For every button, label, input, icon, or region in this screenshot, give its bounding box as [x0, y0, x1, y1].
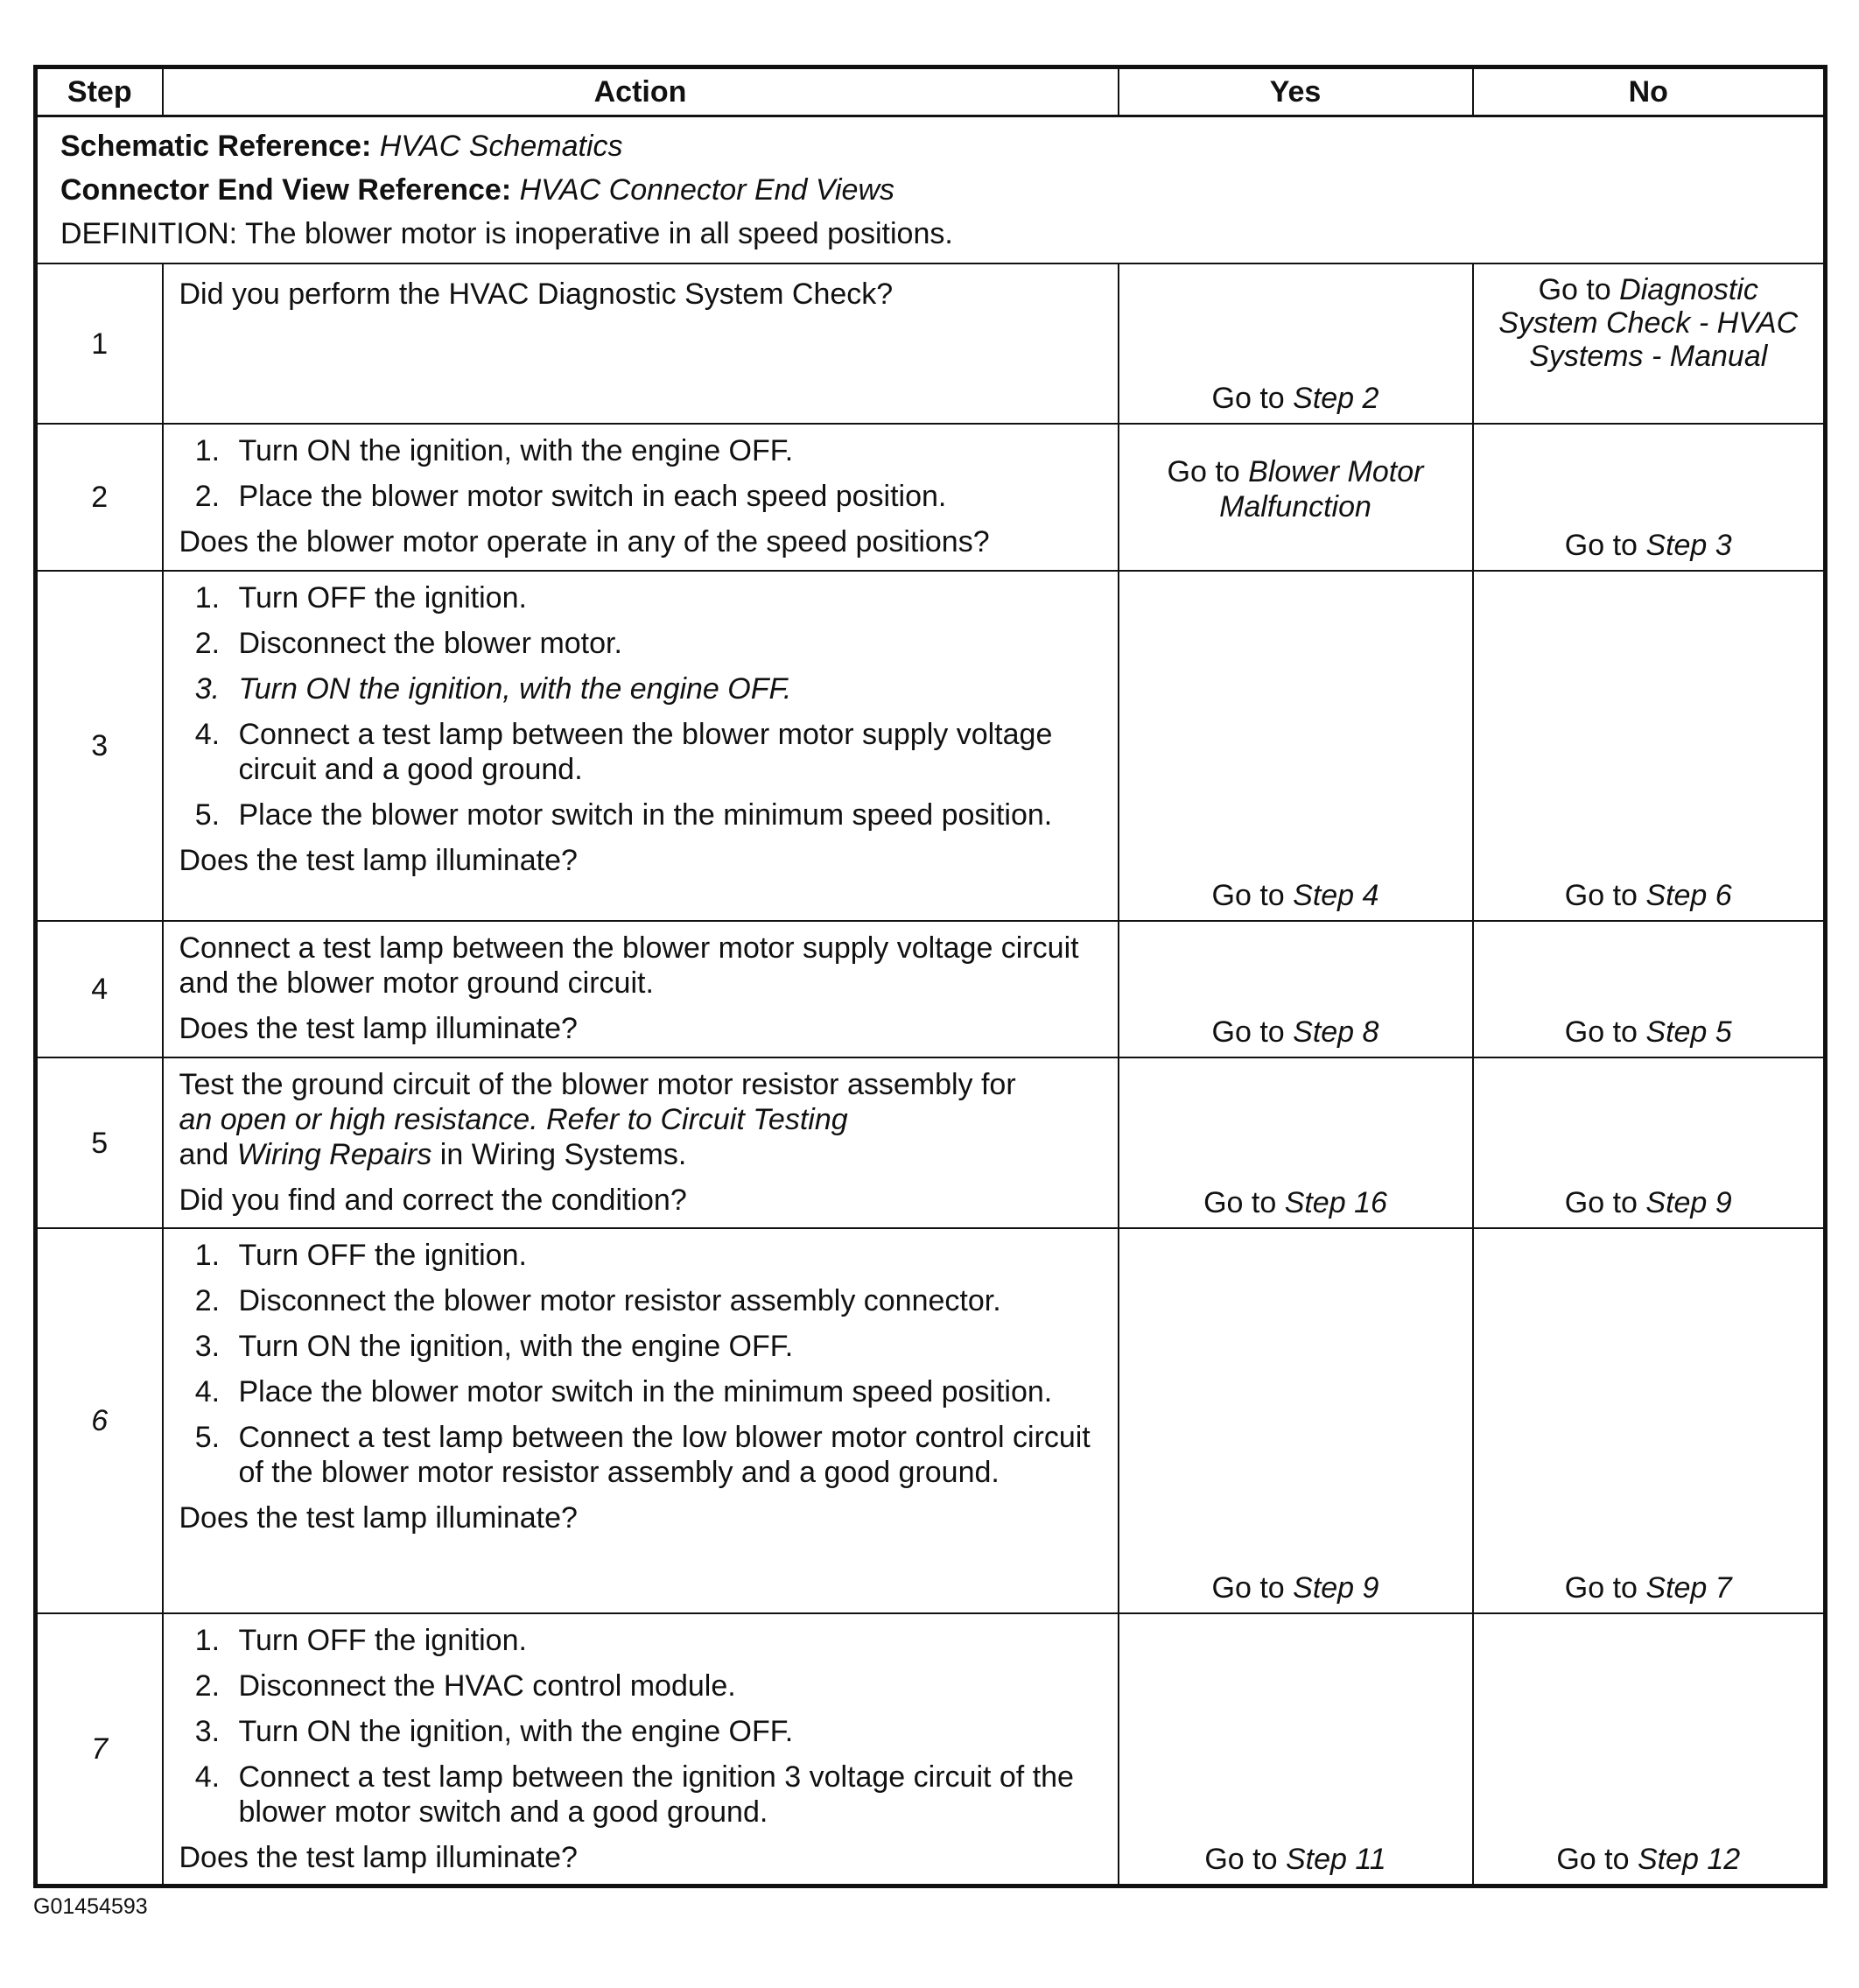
no-prefix: Go to [1538, 273, 1620, 306]
schematic-reference-link[interactable]: HVAC Schematics [379, 130, 623, 163]
wiring-repairs-link[interactable]: Wiring Repairs [236, 1138, 432, 1171]
header-no: No [1473, 67, 1826, 116]
no-answer[interactable] [1474, 273, 1824, 373]
no-cell [1473, 571, 1826, 921]
yes-prefix: Go to [1211, 879, 1294, 912]
no-prefix: Go to [1564, 1015, 1646, 1049]
no-cell [1473, 1613, 1826, 1886]
connector-reference-link[interactable]: HVAC Connector End Views [519, 173, 894, 207]
reference-row [36, 116, 1826, 264]
no-cell [1473, 921, 1826, 1057]
definition: DEFINITION: The blower motor is inoperative in all speed positions. [60, 217, 953, 250]
yes-link[interactable]: Step 2 [1293, 382, 1379, 415]
instruction-item: 4. Connect a test lamp between the ignition 3 voltage circuit of the blower motor switch and a good ground. [228, 1760, 1100, 1830]
instruction-item: 1. Turn OFF the ignition. [228, 1238, 1100, 1273]
action-cell [163, 921, 1119, 1057]
no-answer[interactable] [1474, 1015, 1824, 1050]
no-answer[interactable] [1474, 1185, 1824, 1220]
connector-reference [60, 168, 1800, 212]
action-cell [163, 571, 1119, 921]
no-link[interactable]: Step 5 [1645, 1015, 1732, 1049]
instruction-text-part: Test the ground circuit of the blower motor resistor assembly for [179, 1068, 1016, 1101]
instruction-item: 3. Turn ON the ignition, with the engine OFF. [228, 1714, 1100, 1749]
no-link[interactable]: Step 9 [1645, 1186, 1732, 1219]
yes-answer[interactable] [1119, 1842, 1472, 1877]
question: Does the test lamp illuminate? [179, 1012, 578, 1045]
header-yes: Yes [1119, 67, 1473, 116]
instruction-list [179, 1238, 1100, 1490]
connector-reference-label: Connector End View Reference: [60, 173, 512, 207]
yes-link[interactable]: Step 4 [1293, 879, 1379, 912]
instruction-item: 5. Connect a test lamp between the low blower motor control circuit of the blower motor resistor assembly and a good ground. [228, 1420, 1100, 1490]
no-link-line-3[interactable]: Systems - Manual [1529, 340, 1768, 373]
yes-cell [1119, 263, 1473, 424]
no-cell [1473, 1228, 1826, 1613]
question: Does the test lamp illuminate? [179, 1501, 578, 1535]
yes-prefix: Go to [1167, 455, 1249, 488]
step-number: 6 [36, 1228, 163, 1613]
yes-prefix: Go to [1204, 1843, 1286, 1876]
yes-prefix: Go to [1211, 1571, 1294, 1605]
step-number: 4 [36, 921, 163, 1057]
no-cell [1473, 1057, 1826, 1228]
instruction-text-part: and [179, 1138, 237, 1171]
no-prefix: Go to [1564, 1186, 1646, 1219]
no-link[interactable]: Step 6 [1645, 879, 1732, 912]
yes-answer[interactable] [1119, 381, 1472, 416]
instruction-text [179, 1067, 1100, 1172]
yes-prefix: Go to [1211, 1015, 1294, 1049]
action-cell [163, 1228, 1119, 1613]
step-row-5 [36, 1057, 1826, 1228]
step-number: 3 [36, 571, 163, 921]
instruction-item: 4. Connect a test lamp between the blower motor supply voltage circuit and a good ground. [228, 717, 1100, 787]
no-link[interactable]: Step 7 [1645, 1571, 1732, 1605]
instruction-item: 3. Turn ON the ignition, with the engine OFF. [228, 1329, 1100, 1364]
header-step: Step [36, 67, 163, 116]
instruction-text-part: an open or high resistance. Refer to [179, 1103, 661, 1136]
no-cell [1473, 424, 1826, 571]
no-prefix: Go to [1564, 879, 1646, 912]
question: Does the test lamp illuminate? [179, 844, 578, 877]
step-number: 7 [36, 1613, 163, 1886]
yes-link[interactable]: Step 11 [1285, 1843, 1386, 1876]
no-link[interactable]: Step 3 [1645, 529, 1732, 562]
step-row-2 [36, 424, 1826, 571]
yes-cell [1119, 1228, 1473, 1613]
no-answer[interactable] [1474, 528, 1824, 563]
instruction-item: 1. Turn ON the ignition, with the engine OFF. [228, 433, 1100, 468]
step-number: 5 [36, 1057, 163, 1228]
instruction-list [179, 580, 1100, 832]
schematic-reference [60, 124, 1800, 168]
action-cell [163, 1057, 1119, 1228]
instruction-text-part: in Wiring Systems. [431, 1138, 687, 1171]
no-answer[interactable] [1474, 1570, 1824, 1605]
yes-answer[interactable] [1119, 454, 1472, 524]
yes-link[interactable]: Step 8 [1293, 1015, 1379, 1049]
instruction-item: 5. Place the blower motor switch in the minimum speed position. [228, 797, 1100, 832]
yes-link-line-2[interactable]: Malfunction [1219, 490, 1371, 523]
no-prefix: Go to [1564, 529, 1646, 562]
instruction-item: 2. Disconnect the HVAC control module. [228, 1668, 1100, 1703]
step-number: 2 [36, 424, 163, 571]
step-row-7 [36, 1613, 1826, 1886]
header-action: Action [163, 67, 1119, 116]
step-row-6 [36, 1228, 1826, 1613]
instruction-item: 4. Place the blower motor switch in the minimum speed position. [228, 1374, 1100, 1409]
yes-link[interactable]: Step 16 [1284, 1186, 1387, 1219]
step-row-4 [36, 921, 1826, 1057]
action-cell [163, 1613, 1119, 1886]
instruction-text: Connect a test lamp between the blower motor supply voltage circuit and the blower motor ground circuit. [179, 931, 1079, 1000]
instruction-list [179, 1623, 1100, 1830]
step-row-3 [36, 571, 1826, 921]
step-number: 1 [36, 263, 163, 424]
instruction-item: 1. Turn OFF the ignition. [228, 580, 1100, 615]
step-row-1 [36, 263, 1826, 424]
yes-cell [1119, 1057, 1473, 1228]
reference-cell [36, 116, 1826, 264]
yes-cell [1119, 571, 1473, 921]
instruction-item: 3. Turn ON the ignition, with the engine OFF. [228, 671, 1100, 706]
action-cell [163, 263, 1119, 424]
no-prefix: Go to [1556, 1843, 1638, 1876]
instruction-item: 2. Place the blower motor switch in each speed position. [228, 479, 1100, 514]
yes-answer[interactable] [1119, 1185, 1472, 1220]
instruction-item: 2. Disconnect the blower motor. [228, 626, 1100, 661]
no-link[interactable]: Step 12 [1637, 1843, 1741, 1876]
no-prefix: Go to [1564, 1571, 1646, 1605]
action-cell [163, 424, 1119, 571]
circuit-testing-link[interactable]: Circuit Testing [660, 1103, 848, 1136]
no-cell [1473, 263, 1826, 424]
question: Does the blower motor operate in any of the speed positions? [179, 525, 990, 558]
instruction-item: 1. Turn OFF the ignition. [228, 1623, 1100, 1658]
yes-answer[interactable] [1119, 1015, 1472, 1050]
question: Did you perform the HVAC Diagnostic System Check? [179, 277, 894, 311]
yes-link[interactable]: Step 9 [1293, 1571, 1379, 1605]
yes-answer[interactable] [1119, 878, 1472, 913]
no-answer[interactable] [1474, 1842, 1824, 1877]
header-row [36, 67, 1826, 116]
yes-cell [1119, 1613, 1473, 1886]
no-answer[interactable] [1474, 878, 1824, 913]
yes-cell [1119, 424, 1473, 571]
diagnostic-table [33, 65, 1827, 1888]
instruction-item: 2. Disconnect the blower motor resistor assembly connector. [228, 1283, 1100, 1318]
yes-prefix: Go to [1211, 382, 1294, 415]
question: Does the test lamp illuminate? [179, 1841, 578, 1874]
no-link[interactable]: Diagnostic [1619, 273, 1758, 306]
yes-cell [1119, 921, 1473, 1057]
no-link-line-2[interactable]: System Check - HVAC [1498, 306, 1799, 340]
figure-id: G01454593 [33, 1894, 148, 1919]
question: Did you find and correct the condition? [179, 1184, 687, 1217]
instruction-list [179, 433, 1100, 514]
yes-answer[interactable] [1119, 1570, 1472, 1605]
yes-link[interactable]: Blower Motor [1248, 455, 1424, 488]
yes-prefix: Go to [1203, 1186, 1285, 1219]
schematic-reference-label: Schematic Reference: [60, 130, 372, 163]
